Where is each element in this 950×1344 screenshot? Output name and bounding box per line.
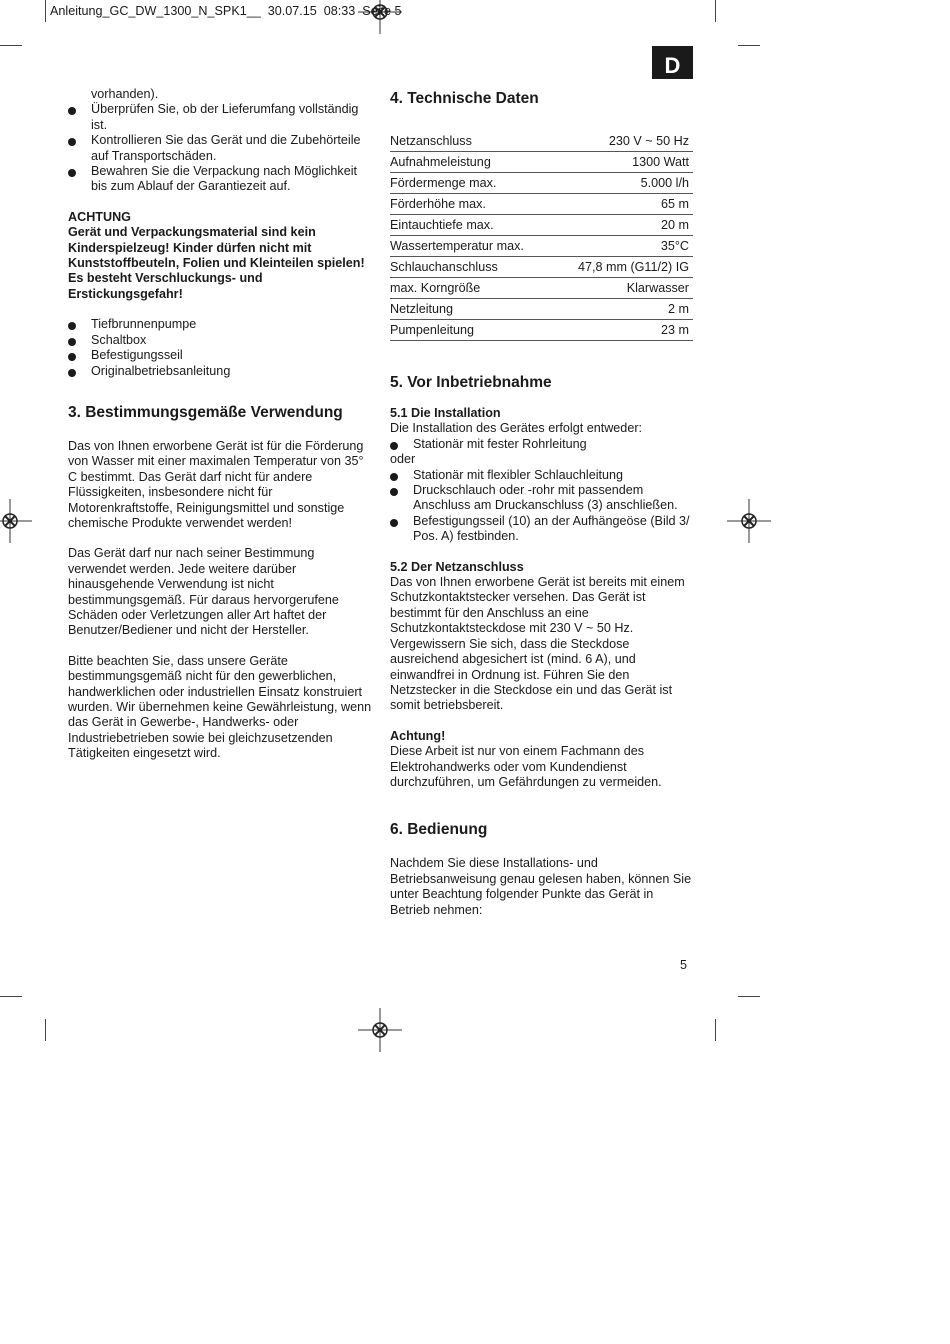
section-heading: 4. Technische Daten: [390, 90, 539, 107]
spec-label: Fördermenge max.: [390, 173, 555, 194]
spec-label: Eintauchtiefe max.: [390, 215, 555, 236]
paragraph: Diese Arbeit ist nur von einem Fachmann des Elektrohandwerks oder vom Kundendienst durchzuführen, um Gefährdungen zu vermeiden.: [390, 744, 662, 789]
paragraph: Bitte beachten Sie, dass unsere Geräte bestimmungsgemäß nicht für den gewerblichen, handwerklichen oder industriellen Einsatz konstruiert wurden. Wir übernehmen keine Gewährleistung, wenn das Gerät in Gewerbe-, Handwerks- oder Industriebetrieben sowie bei gleichzusetzenden Tätigkeiten eingesetzt wird.: [68, 653, 372, 761]
crop-mark: [0, 996, 22, 997]
crop-mark: [45, 1019, 46, 1041]
table-row: [390, 173, 693, 194]
list-item: Überprüfen Sie, ob der Lieferumfang vollständig ist.: [68, 102, 373, 133]
list-item: Stationär mit fester Rohrleitung: [390, 437, 693, 452]
section-heading: 5. Vor Inbetriebnahme: [390, 374, 552, 391]
warning-title: ACHTUNG: [68, 209, 131, 224]
paragraph: oder: [390, 452, 416, 467]
table-row: [390, 152, 693, 173]
list-item: Originalbetriebsanleitung: [68, 364, 373, 379]
table-row: [390, 320, 693, 341]
subsection-heading: 5.2 Der Netzanschluss: [390, 559, 524, 574]
crop-mark: [738, 996, 760, 997]
spec-value: 47,8 mm (G11/2) IG: [555, 257, 693, 278]
table-row: [390, 299, 693, 320]
registration-mark-icon: [727, 499, 771, 543]
paragraph: Das von Ihnen erworbene Gerät ist für die Förderung von Wasser mit einer maximalen Temperatur von 35° C bestimmt. Das Gerät darf nicht für andere Flüssigkeiten, insbesondere nicht für Motorenkraftstoffe, Reinigungsmittel und sonstige chemische Produkte verwendet werden!: [68, 438, 364, 530]
table-row: [390, 278, 693, 299]
paragraph: Das Gerät darf nur nach seiner Bestimmung verwendet werden. Jede weitere darüber hinausgehende Verwendung ist nicht bestimmungsgemäß. Für daraus hervorgerufene Schäden oder Verletzungen aller Art haftet der Benutzer/Bediener und nicht der Hersteller.: [68, 546, 339, 638]
table-row: [390, 131, 693, 152]
crop-mark: [715, 1019, 716, 1041]
crop-mark: [738, 45, 760, 46]
paragraph: Nachdem Sie diese Installations- und Betriebsanweisung genau gelesen haben, können Sie unter Beachtung folgender Punkte das Gerät in Betrieb nehmen:: [390, 856, 692, 917]
print-slug: Anleitung_GC_DW_1300_N_SPK1__ 30.07.15 08:33 Seite 5: [50, 4, 402, 18]
spec-label: max. Korngröße: [390, 278, 555, 299]
list-item: Bewahren Sie die Verpackung nach Möglichkeit bis zum Ablauf der Garantiezeit auf.: [68, 164, 373, 195]
registration-mark-icon: [0, 499, 32, 543]
list-item: Schaltbox: [68, 333, 373, 348]
spec-value: 23 m: [555, 320, 693, 341]
spec-label: Aufnahmeleistung: [390, 152, 555, 173]
left-column: [68, 87, 373, 762]
list-item: Stationär mit flexibler Schlauchleitung: [390, 468, 693, 483]
installation-list: [390, 437, 693, 452]
paragraph: Die Installation des Gerätes erfolgt entweder:: [390, 421, 643, 436]
spec-label: Netzleitung: [390, 299, 555, 320]
language-tab: D: [652, 46, 693, 79]
spec-value: 20 m: [555, 215, 693, 236]
spec-value: 5.000 l/h: [555, 173, 693, 194]
registration-mark-icon: [358, 1008, 402, 1052]
table-row: [390, 194, 693, 215]
scope-of-delivery-list: [68, 317, 373, 379]
page-number: 5: [680, 958, 688, 972]
technical-data-table: [390, 131, 693, 341]
crop-mark: [0, 45, 22, 46]
warning-text: Gerät und Verpackungsmaterial sind kein Kinderspielzeug! Kinder dürfen nicht mit Kunststoffbeuteln, Folien und Kleinteilen spielen! Es besteht Verschluckungs- und Erstickungsgefahr!: [68, 225, 365, 301]
spec-label: Netzanschluss: [390, 131, 555, 152]
list-item: Druckschlauch oder -rohr mit passendem Anschluss am Druckanschluss (3) anschließen.: [390, 483, 693, 514]
spec-label: Pumpenleitung: [390, 320, 555, 341]
crop-mark: [715, 0, 716, 22]
crop-mark: [45, 0, 46, 22]
table-row: [390, 236, 693, 257]
spec-value: 2 m: [555, 299, 693, 320]
subsection-heading: 5.1 Die Installation: [390, 406, 501, 420]
paragraph: Das von Ihnen erworbene Gerät ist bereits mit einem Schutzkontaktstecker versehen. Das Gerät ist bestimmt für den Anschluss an eine Schutzkontaktsteckdose mit 230 V ~ 50 Hz. Vergewissern Sie sich, dass die Steckdose ausreichend abgesichert ist (mind. 6 A), und einwandfrei in Ordnung ist. Führen Sie den Netzstecker in die Steckdose ein und das Gerät ist somit betriebsbereit.: [390, 575, 685, 713]
table-row: [390, 215, 693, 236]
spec-label: Förderhöhe max.: [390, 194, 555, 215]
section-heading: 3. Bestimmungsgemäße Verwendung: [68, 403, 343, 421]
list-item: Befestigungsseil: [68, 348, 373, 363]
intro-bullet-list: [68, 102, 373, 194]
installation-list: [390, 468, 693, 545]
list-item: Tiefbrunnenpumpe: [68, 317, 373, 332]
intro-continuation: vorhanden).: [91, 87, 159, 101]
spec-value: 1300 Watt: [555, 152, 693, 173]
right-column: [390, 87, 693, 918]
table-row: [390, 257, 693, 278]
spec-label: Schlauchanschluss: [390, 257, 555, 278]
spec-label: Wassertemperatur max.: [390, 236, 555, 257]
list-item: Befestigungsseil (10) an der Aufhängeöse (Bild 3/ Pos. A) festbinden.: [390, 514, 693, 545]
spec-value: 35°C: [555, 236, 693, 257]
spec-value: 65 m: [555, 194, 693, 215]
spec-value: 230 V ~ 50 Hz: [555, 131, 693, 152]
section-heading: 6. Bedienung: [390, 821, 488, 839]
caution-title: Achtung!: [390, 728, 446, 743]
spec-value: Klarwasser: [555, 278, 693, 299]
list-item: Kontrollieren Sie das Gerät und die Zubehörteile auf Transportschäden.: [68, 133, 373, 164]
